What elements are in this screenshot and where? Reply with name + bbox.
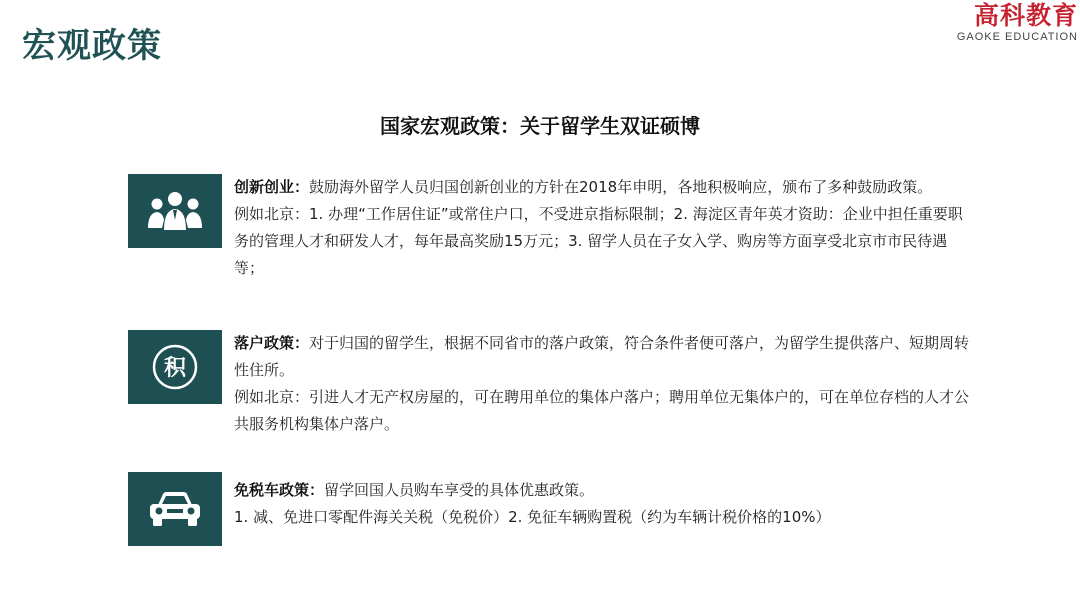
section-line: 留学回国人员购车享受的具体优惠政策。 bbox=[324, 481, 595, 499]
car-icon bbox=[128, 472, 222, 546]
section-line: 对于归国的留学生，根据不同省市的落户政策，符合条件者便可落户，为留学生提供落户、短期周转性住所。 bbox=[234, 334, 970, 379]
section-heading: 创新创业： bbox=[234, 178, 310, 196]
section-line: 1. 减、免进口零配件海关关税（免税价）2. 免征车辆购置税（约为车辆计税价格的10%） bbox=[234, 508, 831, 526]
section-text bbox=[234, 330, 974, 438]
section-line: 例如北京：引进人才无产权房屋的，可在聘用单位的集体户落户；聘用单位无集体户的，可在单位存档的人才公共服务机构集体户落户。 bbox=[234, 388, 970, 433]
section-line: 例如北京：1. 办理“工作居住证”或常住户口，不受进京指标限制；2. 海淀区青年英才资助：企业中担任重要职务的管理人才和研发人才，每年最高奖励15万元；3. 留学人员在子女入学、购房等方面享受北京市市民待遇等； bbox=[234, 205, 963, 277]
slide-subtitle: 国家宏观政策：关于留学生双证硕博 bbox=[380, 114, 700, 138]
section-heading: 落户政策： bbox=[234, 334, 310, 352]
section-text bbox=[234, 174, 974, 282]
section-heading: 免税车政策： bbox=[234, 481, 325, 499]
brand-name-en: GAOKE EDUCATION bbox=[956, 31, 1078, 43]
section-line: 鼓励海外留学人员归国创新创业的方针在2018年申明，各地积极响应，颁布了多种鼓励政策。 bbox=[309, 178, 933, 196]
section-text bbox=[234, 477, 974, 531]
people-icon bbox=[128, 174, 222, 248]
brand-logo bbox=[957, 2, 1078, 43]
ji-badge-text: 积 bbox=[163, 356, 187, 381]
brand-name-cn: 高科教育 bbox=[973, 1, 1078, 30]
page-title: 宏观政策 bbox=[22, 26, 162, 66]
ji-badge-icon bbox=[128, 330, 222, 404]
